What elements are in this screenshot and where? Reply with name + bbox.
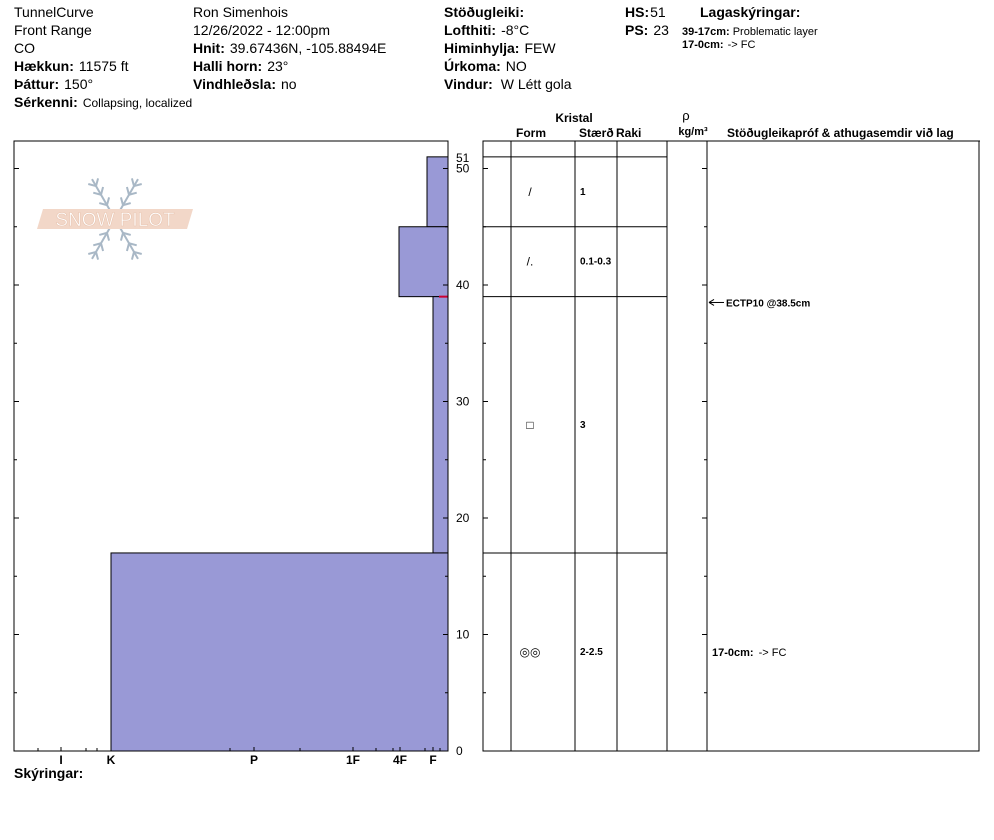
wind-line	[444, 76, 572, 92]
sky-label: Himinhylja:	[444, 40, 520, 56]
header	[14, 4, 818, 110]
stability-label: Stöðugleiki:	[444, 4, 525, 20]
slope-value: 23°	[267, 58, 289, 74]
elevation-label: Hækkun:	[14, 58, 74, 74]
depth-top-label: 51	[456, 150, 470, 165]
hardness-tick-label: I	[59, 753, 63, 767]
hardness-layer-1	[427, 157, 448, 227]
layer-size-4: 2-2.5	[580, 646, 603, 658]
coords-label: Hnit:	[193, 40, 225, 56]
layer-form-4: ◎◎	[519, 644, 541, 659]
precip-label: Úrkoma:	[444, 58, 501, 74]
snowflake-branch	[132, 178, 134, 186]
hardness-layer-3	[433, 297, 448, 553]
snowflake-branch	[96, 252, 98, 260]
table-frame	[483, 141, 979, 751]
ps-line	[625, 22, 669, 38]
hardness-layers	[111, 157, 448, 751]
aspect-value: 150°	[64, 76, 94, 92]
hardness-tick-label: F	[429, 753, 437, 767]
layer-comment-range: 17-0cm:	[712, 646, 754, 659]
snowflake-branch	[127, 187, 129, 195]
layer-form-3: □	[526, 417, 534, 432]
snowflake-branch	[101, 187, 103, 195]
wind-label: Vindur:	[444, 76, 493, 92]
hs-value: 51	[650, 4, 666, 20]
aspect-line	[14, 76, 93, 92]
depth-tick-label: 30	[456, 394, 470, 409]
snowflake-branch	[96, 178, 98, 186]
coords-line	[193, 40, 386, 56]
ps-value: 23	[653, 22, 669, 38]
features-label: Sérkenni:	[14, 94, 78, 110]
layer-note-1	[682, 26, 818, 38]
features-line	[14, 94, 192, 110]
test-label: ECTP10 @38.5cm	[726, 298, 811, 310]
hs-label: HS:	[625, 4, 650, 20]
site-name: TunnelCurve	[14, 4, 94, 20]
stability-line	[444, 4, 524, 20]
hardness-tick-label: K	[106, 753, 116, 767]
density-unit-header: kg/m³	[678, 126, 708, 138]
snowflake-branch	[121, 197, 123, 205]
elevation-line	[14, 58, 129, 74]
depth-tick-label: 50	[456, 161, 470, 176]
layer-form-2: /.	[526, 254, 534, 269]
wind-loading-line	[193, 76, 297, 92]
rho-header: ρ	[682, 108, 690, 123]
snowflake-branch	[121, 233, 123, 241]
crystal-header: Kristal	[555, 111, 593, 125]
logo-text: SNOW PILOT	[55, 210, 175, 231]
observer-name: Ron Simenhois	[193, 4, 288, 20]
hardness-tick-label: 1F	[345, 753, 361, 767]
stability-tests	[709, 298, 810, 309]
layer-size-3: 3	[580, 419, 586, 431]
depth-tick-label: 40	[456, 278, 470, 292]
snowflake-branch	[107, 233, 109, 241]
ps-label: PS:	[625, 22, 649, 38]
layer-note-2	[682, 39, 755, 51]
depth-tick-label: 10	[456, 627, 470, 642]
wind-loading-value: no	[280, 76, 297, 92]
coords-value: 39.67436N, -105.88494E	[229, 40, 387, 56]
layer-comment	[712, 647, 786, 659]
layer-table	[483, 141, 980, 751]
sky-line	[444, 40, 556, 56]
sky-value: FEW	[524, 40, 556, 56]
air-temp-line	[444, 22, 529, 38]
hs-line	[625, 4, 666, 20]
layer-size-2: 0.1-0.3	[580, 256, 612, 268]
state-name: CO	[14, 40, 35, 56]
layer-note-2-text: -> FC	[727, 39, 756, 51]
snowflake-branch	[107, 197, 109, 205]
snowflake-branch	[127, 243, 129, 251]
aspect-label: Þáttur:	[14, 76, 60, 92]
form-header: Form	[516, 126, 546, 140]
left-depth-ticks	[14, 169, 19, 752]
snowflake-branch	[101, 243, 103, 251]
layer-notes-title: Lagaskýringar:	[700, 4, 801, 20]
air-temp-label: Lofthiti:	[444, 22, 497, 38]
moisture-header: Raki	[616, 126, 642, 140]
column-headers	[516, 108, 954, 140]
observation-datetime: 12/26/2022 - 12:00pm	[193, 22, 330, 38]
comments-label: Skýringar:	[14, 765, 84, 781]
layer-note-1-text: Problematic layer	[732, 26, 818, 38]
layer-size-1: 1	[580, 186, 586, 198]
snowflake-branch	[132, 252, 134, 260]
depth-tick-label: 0	[456, 744, 463, 758]
size-header: Stærð	[579, 126, 614, 140]
hardness-tick-label: P	[249, 753, 259, 767]
precip-line	[444, 57, 527, 74]
snow-pilot-logo	[37, 178, 193, 259]
hardness-layer-2	[399, 227, 448, 297]
wind-loading-label: Vindhleðsla:	[193, 76, 276, 92]
elevation-value: 11575 ft	[78, 58, 129, 74]
hardness-layer-4	[111, 553, 448, 751]
range-name: Front Range	[14, 22, 92, 38]
layer-note-2-range: 17-0cm:	[682, 39, 724, 51]
air-temp-value: -8°C	[501, 22, 530, 38]
hardness-tick-label: 4F	[392, 753, 408, 767]
precip-value: NO	[505, 58, 527, 74]
layer-note-1-range: 39-17cm:	[682, 26, 730, 38]
wind-value: W Létt gola	[500, 76, 572, 92]
tests-header: Stöðugleikapróf & athugasemdir við lag	[727, 126, 954, 140]
slope-label: Halli horn:	[193, 58, 263, 74]
depth-tick-label: 20	[456, 511, 470, 525]
layer-form-1: /	[528, 184, 532, 199]
layer-comment-text: -> FC	[758, 646, 787, 659]
layer-comments	[712, 647, 786, 659]
features-value: Collapsing, localized	[82, 96, 193, 110]
hardness-chart	[14, 141, 470, 767]
slope-line	[193, 58, 288, 74]
